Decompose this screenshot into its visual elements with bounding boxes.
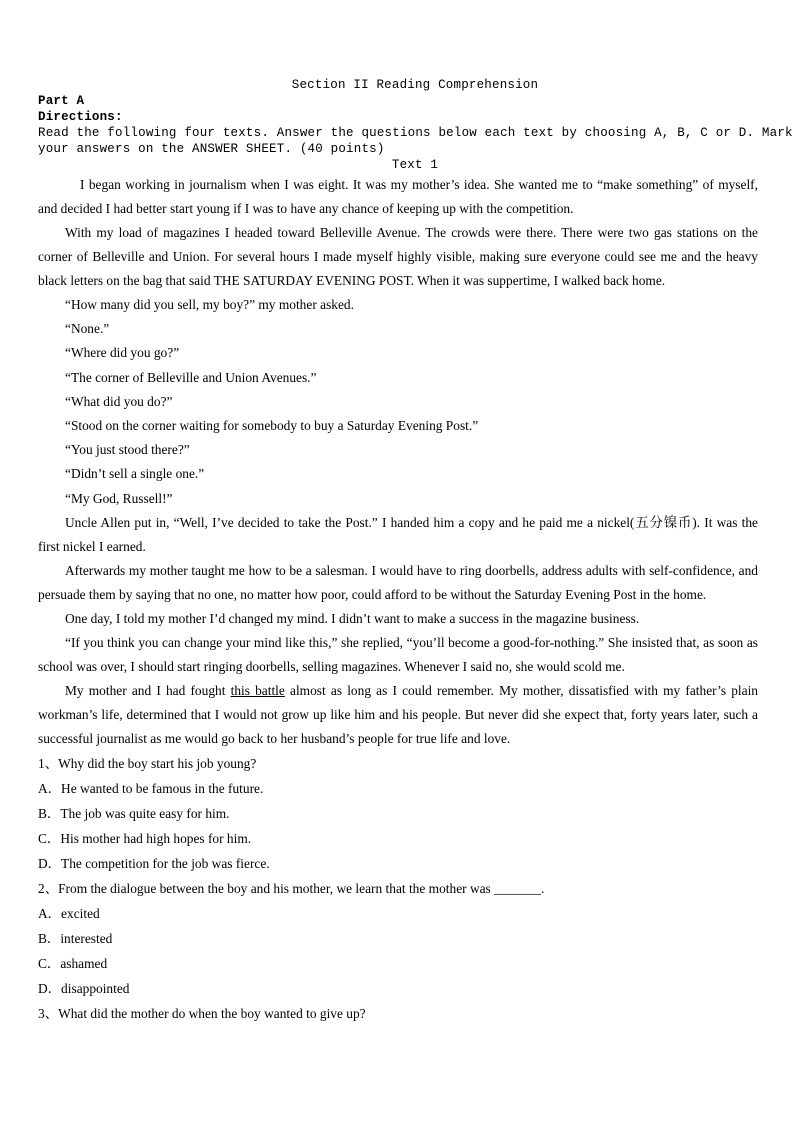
directions-line-1: Read the following four texts. Answer the questions below each text by choosing A, B, C or D. Mark <box>38 126 793 140</box>
passage <box>38 173 758 1026</box>
passage-text: My mother and I had fought <box>65 682 231 698</box>
passage-text: almost as long as I could remember. My mother, dissatisfied with my father’s plain workman’s life, determined that I would not grow up like him and his people. But never did she expect that, forty years later, such a successful journalist as me would go back to her husband’s people for true life and love. <box>38 682 758 746</box>
text-label: Text 1 <box>391 158 439 172</box>
answer-option[interactable]: A．excited <box>38 905 100 921</box>
question-stem: 1、Why did the boy start his job young? <box>38 755 257 771</box>
dialogue-line: “None.” <box>65 321 110 337</box>
dialogue-line: “My God, Russell!” <box>65 490 173 506</box>
question-stem: 3、What did the mother do when the boy wanted to give up? <box>38 1005 366 1021</box>
passage-paragraph: “If you think you can change your mind like this,” she replied, “you’ll become a good-for-nothing.” She insisted that, as soon as school was over, I should start ringing doorbells, selling magazines. Whenever I said no, she would scold me. <box>38 634 758 674</box>
dialogue-line: “The corner of Belleville and Union Avenues.” <box>65 369 317 385</box>
dialogue-line: “You just stood there?” <box>65 442 190 458</box>
exam-page <box>38 77 793 1026</box>
answer-option[interactable]: D．The competition for the job was fierce. <box>38 855 270 871</box>
dialogue-line: “Where did you go?” <box>65 345 180 361</box>
passage-paragraph: Uncle Allen put in, “Well, I’ve decided to take the Post.” I handed him a copy and he paid me a nickel(五分镍币). It was the first nickel I earned. <box>38 514 758 554</box>
directions-label: Directions: <box>38 110 123 124</box>
answer-option[interactable]: A．He wanted to be famous in the future. <box>38 780 264 796</box>
answer-option[interactable]: B．The job was quite easy for him. <box>38 805 230 821</box>
section-title: Section II Reading Comprehension <box>291 78 539 92</box>
passage-paragraph: I began working in journalism when I was eight. It was my mother’s idea. She wanted me to “make something” of myself, and decided I had better start young if I was to have any chance of keeping up with the competition. <box>38 177 758 216</box>
passage-paragraph <box>38 679 758 751</box>
passage-paragraph: With my load of magazines I headed toward Belleville Avenue. The crowds were there. There were two gas stations on the corner of Belleville and Union. For several hours I made myself highly visible, making sure everyone could see me and the heavy black letters on the bag that said THE SATURDAY EVENING POST. When it was suppertime, I walked back home. <box>38 225 758 288</box>
directions-line-2: your answers on the ANSWER SHEET. (40 points) <box>38 142 385 156</box>
answer-option[interactable]: C．ashamed <box>38 955 108 971</box>
question-block <box>38 751 758 876</box>
passage-paragraph: Afterwards my mother taught me how to be a salesman. I would have to ring doorbells, address adults with self-confidence, and persuade them by saying that no one, no matter how poor, could afford to be without the Saturday Evening Post in the home. <box>38 562 758 602</box>
part-label: Part A <box>38 94 85 108</box>
dialogue-line: “What did you do?” <box>65 393 173 409</box>
passage-paragraph: One day, I told my mother I’d changed my mind. I didn’t want to make a success in the magazine business. <box>65 610 640 626</box>
question-stem: 2、From the dialogue between the boy and his mother, we learn that the mother was _______. <box>38 880 545 896</box>
dialogue-line: “Didn’t sell a single one.” <box>65 466 205 482</box>
question-block <box>38 1001 758 1026</box>
question-block <box>38 876 758 1001</box>
answer-option[interactable]: B．interested <box>38 930 113 946</box>
answer-option[interactable]: C．His mother had high hopes for him. <box>38 830 252 846</box>
underlined-phrase: this battle <box>230 682 285 698</box>
answer-option[interactable]: D．disappointed <box>38 980 130 996</box>
dialogue-line: “How many did you sell, my boy?” my mother asked. <box>65 297 354 312</box>
dialogue-line: “Stood on the corner waiting for somebody to buy a Saturday Evening Post.” <box>65 418 479 434</box>
